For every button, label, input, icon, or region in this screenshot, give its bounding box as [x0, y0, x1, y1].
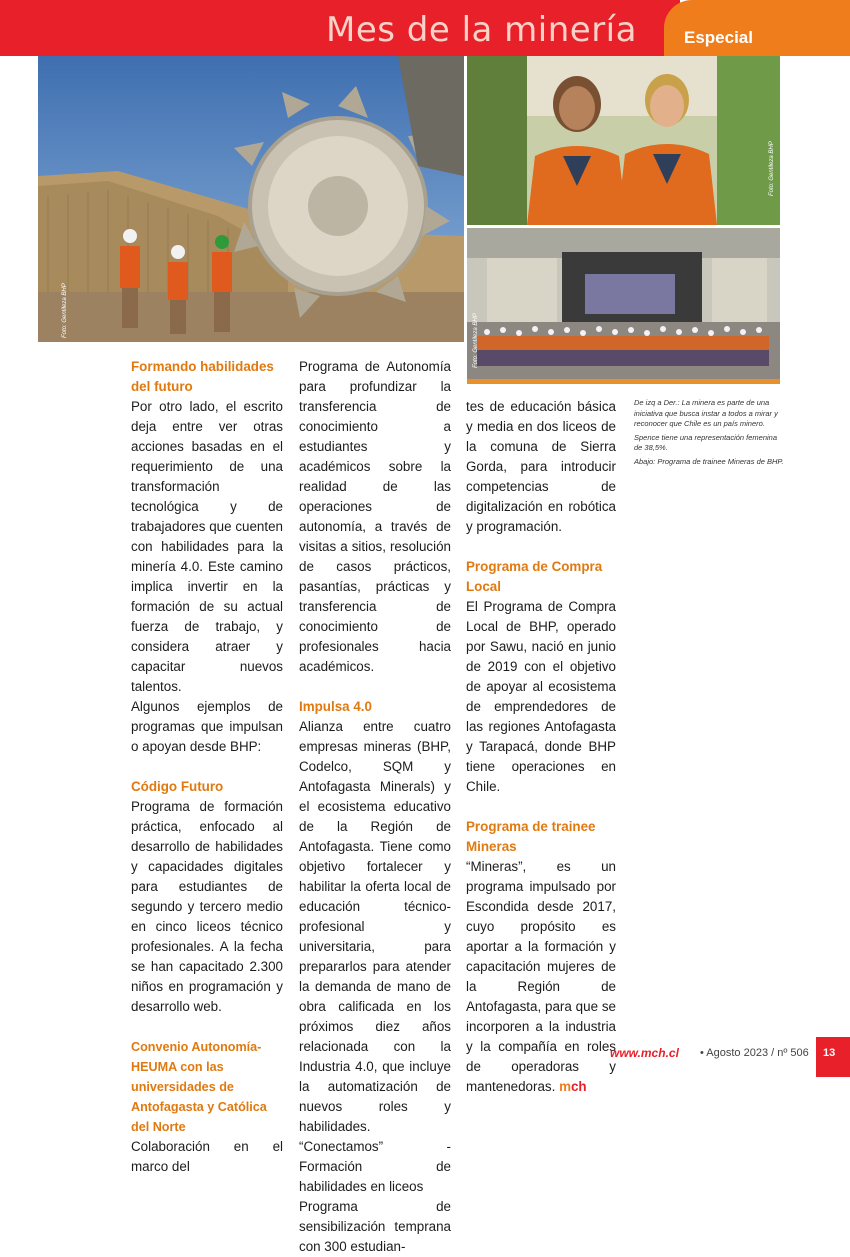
mch-end-mark	[559, 1079, 587, 1094]
paragraph: tes de educación básica y media en dos liceos de la comuna de Sierra Gorda, para introducir competencias de digitalización en robótica y programación.	[466, 399, 616, 534]
photo-credit: Foto: Gentileza BHP	[769, 141, 775, 196]
subheading: Código Futuro	[131, 779, 224, 794]
header-title: Mes de la minería	[326, 10, 637, 50]
paragraph	[466, 857, 616, 1097]
footer-issue: • Agosto 2023 / nº 506	[700, 1047, 809, 1059]
photo-credit: Foto: Gentileza BHP	[62, 283, 68, 338]
paragraph: Colaboración en el marco del	[131, 1139, 283, 1174]
excavator-illustration	[38, 56, 464, 342]
caption-line: De izq a Der.: La minera es parte de una iniciativa que busca instar a todos a mirar y reconocer que Chile es un país minero.	[634, 398, 778, 428]
article-column-3	[466, 397, 616, 1097]
subheading: Formando habilidades del futuro	[131, 359, 274, 394]
caption-line: Spence tiene una representación femenina de 38,5%.	[634, 432, 778, 452]
photo-caption	[634, 398, 784, 470]
photo-two-women	[467, 56, 780, 225]
paragraph: El Programa de Compra Local de BHP, operado por Sawu, nació en junio de 2019 con el objetivo de apoyar al ecosistema de emprendedores de las regiones Antofagasta y Tarapacá, donde BHP tiene operaciones en Chile.	[466, 599, 616, 794]
photo-group	[467, 228, 780, 379]
paragraph: Programa de Autonomía para profundizar la transferencia de conocimiento a estudiantes y académicos sobre la realidad de las operaciones de autonomía, a través de visitas a sitios, resolución de casos prácticos, pasantías, prácticas y transferencia de conocimiento de profesionales hacia académicos.	[299, 359, 451, 674]
footer-url[interactable]: www.mch.cl	[610, 1046, 679, 1060]
page-number: 13	[823, 1047, 836, 1059]
paragraph: Programa de sensibilización temprana con 300 estudian-	[299, 1199, 451, 1254]
paragraph: Alianza entre cuatro empresas mineras (BHP, Codelco, SQM y Antofagasta Minerals) y el ecosistema educativo de la Región de Antofagasta. Tiene como objetivo fortalecer y habilitar la oferta local de educación técnico-profesional y universitaria, para prepararlos para atender la demanda de mano de obra calificada en los próximos diez años relacionada con la Industria 4.0, que incluye la automatización de nuevos roles y habilidades.	[299, 719, 451, 1134]
two-women-illustration	[467, 56, 780, 225]
photo-credit: Foto: Gentileza BHP	[473, 313, 479, 368]
subheading: Programa de Compra Local	[466, 559, 603, 594]
paragraph: Por otro lado, el escrito deja entre ver otras acciones basadas en el requerimiento de una transformación tecnológica y de trabajadores que cuenten con habilidades para la minería 4.0. Este camino implica invertir en la formación de su actual fuerza de trabajo, y considera atraer y capacitar nuevos talentos.	[131, 399, 283, 694]
group-illustration	[467, 228, 780, 379]
paragraph: Programa de formación práctica, enfocado al desarrollo de habilidades y capacidades digitales para estudiantes de segundo y tercero medio en cinco liceos técnico profesionales. A la fecha se han capacitado 2.300 niños en programación y desarrollo web.	[131, 799, 283, 1014]
paragraph: “Conectamos” - Formación de habilidades en liceos	[299, 1139, 451, 1194]
subheading: Programa de trainee Mineras	[466, 819, 596, 854]
article-column-2	[299, 357, 451, 1257]
section-label: Especial	[684, 28, 753, 47]
photo-underline	[467, 379, 780, 384]
caption-line: Abajo: Programa de trainee Mineras de BHP.	[634, 456, 784, 466]
article-column-1	[131, 357, 283, 1177]
photo-excavator	[38, 56, 464, 342]
mch-ch: ch	[570, 1079, 587, 1094]
subheading: Impulsa 4.0	[299, 699, 372, 714]
mch-m: m	[559, 1079, 571, 1094]
paragraph-text: “Mineras”, es un programa impulsado por Escondida desde 2017, cuyo propósito es aportar a la formación y capacitación mujeres de la Región de Antofagasta, para que se incorporen a la industria y la compañía en roles de operadoras y mantenedoras.	[466, 859, 616, 1094]
paragraph: Algunos ejemplos de programas que impulsan o apoyan desde BHP:	[131, 699, 283, 754]
subheading: Convenio Autonomía-HEUMA con las universidades de Antofagasta y Católica del Norte	[131, 1040, 267, 1134]
